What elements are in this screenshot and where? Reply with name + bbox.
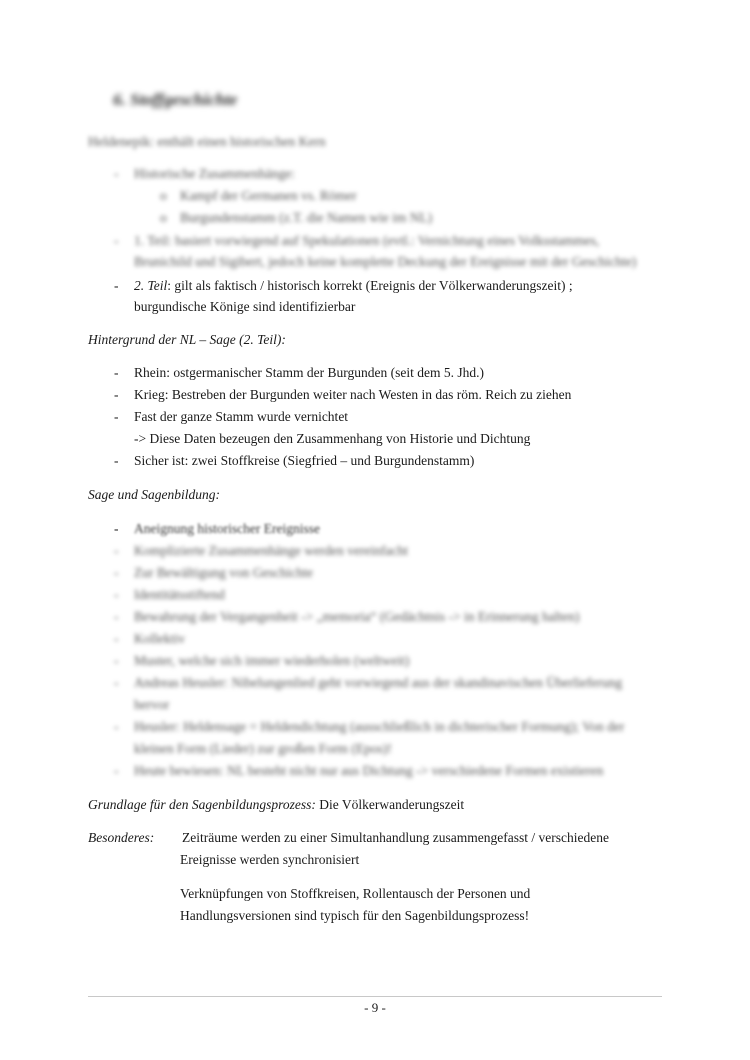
sub-bullet: o xyxy=(160,188,167,203)
list-dash: - xyxy=(114,365,119,380)
list-dash: - xyxy=(114,653,119,668)
list-dash: - xyxy=(114,521,119,536)
list-item-continuation: kleinen Form (Lieder) zur großen Form (Epos)! xyxy=(134,741,392,756)
list-dash: - xyxy=(114,453,119,468)
list-dash: - xyxy=(114,233,119,248)
list-dash: - xyxy=(114,631,119,646)
list-item: 1. Teil: basiert vorwiegend auf Spekulationen (evtl.: Vernichtung eines Volksstammes, xyxy=(134,233,600,248)
sub-list-item: Kampf der Germanen vs. Römer xyxy=(180,188,357,203)
list-dash: - xyxy=(114,166,119,181)
besonderes-text: Ereignisse werden synchronisiert xyxy=(180,852,360,867)
list-dash: - xyxy=(114,565,119,580)
list-item: Identitätsstiftend xyxy=(134,587,225,602)
teil-label: 2. Teil xyxy=(134,278,168,293)
list-item-continuation: Brunichild und Sigibert, jedoch keine komplette Deckung der Ereignisse mit der Geschichte) xyxy=(134,254,637,269)
list-item-note: -> Diese Daten bezeugen den Zusammenhang von Historie und Dichtung xyxy=(134,431,531,446)
besonderes-text: Verknüpfungen von Stoffkreisen, Rollentausch der Personen und xyxy=(180,886,531,901)
list-item: Kollektiv xyxy=(134,631,185,646)
list-dash: - xyxy=(114,387,119,402)
list-item: Zur Bewältigung von Geschichte xyxy=(134,565,313,580)
list-item: Aneignung historischer Ereignisse xyxy=(134,521,320,536)
list-dash: - xyxy=(114,587,119,602)
list-item: Sicher ist: zwei Stoffkreise (Siegfried – und Burgundenstamm) xyxy=(134,453,475,468)
list-dash: - xyxy=(114,763,119,778)
list-item: Heusler: Heldensage = Heldendichtung (ausschließlich in dichterischer Formung); Von der xyxy=(134,719,625,734)
footer-divider xyxy=(88,996,662,997)
teil-text: : gilt als faktisch / historisch korrekt (Ereignis der Völkerwanderungszeit) ; xyxy=(167,278,573,293)
list-dash: - xyxy=(114,719,119,734)
list-item: Rhein: ostgermanischer Stamm der Burgunden (seit dem 5. Jhd.) xyxy=(134,365,484,380)
besonderes-text: Zeiträume werden zu einer Simultanhandlung zusammengefasst / verschiedene xyxy=(182,830,609,845)
list-item-continuation: hervor xyxy=(134,697,170,712)
list-item: Komplizierte Zusammenhänge werden vereinfacht xyxy=(134,543,409,558)
list-dash: - xyxy=(114,609,119,624)
section-title: 6. Stoffgeschichte xyxy=(113,90,238,109)
list-dash: - xyxy=(114,278,119,293)
list-item: Fast der ganze Stamm wurde vernichtet xyxy=(134,409,349,424)
list-item: Heute bewiesen: NL besteht nicht nur aus Dichtung -> verschiedene Formen existieren xyxy=(134,763,604,778)
subheading-sage: Sage und Sagenbildung: xyxy=(88,487,220,502)
list-item: Andreas Heusler: Nibelungenlied geht vorwiegend aus der skandinavischen Überlieferung xyxy=(134,675,623,690)
intro-line: Heldenepik: enthält einen historischen Kern xyxy=(88,134,326,149)
grundlage-line xyxy=(88,797,464,813)
sub-bullet: o xyxy=(160,210,167,225)
list-dash: - xyxy=(114,543,119,558)
sub-list-item: Burgundenstamm (z.T. die Namen wie im NL) xyxy=(180,210,433,225)
list-item xyxy=(134,278,573,294)
grundlage-label: Grundlage für den Sagenbildungsprozess: xyxy=(88,797,316,812)
list-dash: - xyxy=(114,409,119,424)
subheading-hintergrund: Hintergrund der NL – Sage (2. Teil): xyxy=(88,332,286,347)
besonderes-text: Handlungsversionen sind typisch für den Sagenbildungsprozess! xyxy=(180,908,530,923)
list-item-continuation: burgundische Könige sind identifizierbar xyxy=(134,299,356,314)
besonderes-label: Besonderes: xyxy=(88,830,155,845)
list-item: Bewahrung der Vergangenheit -> „memoria“ (Gedächtnis -> in Erinnerung halten) xyxy=(134,609,580,624)
list-dash: - xyxy=(114,675,119,690)
list-item: Krieg: Bestreben der Burgunden weiter nach Westen in das röm. Reich zu ziehen xyxy=(134,387,572,402)
list-item: Historische Zusammenhänge: xyxy=(134,166,295,181)
grundlage-text: Die Völkerwanderungszeit xyxy=(315,797,465,812)
list-item: Muster, welche sich immer wiederholen (weltweit) xyxy=(134,653,410,668)
page-number: - 9 - xyxy=(364,1000,386,1015)
